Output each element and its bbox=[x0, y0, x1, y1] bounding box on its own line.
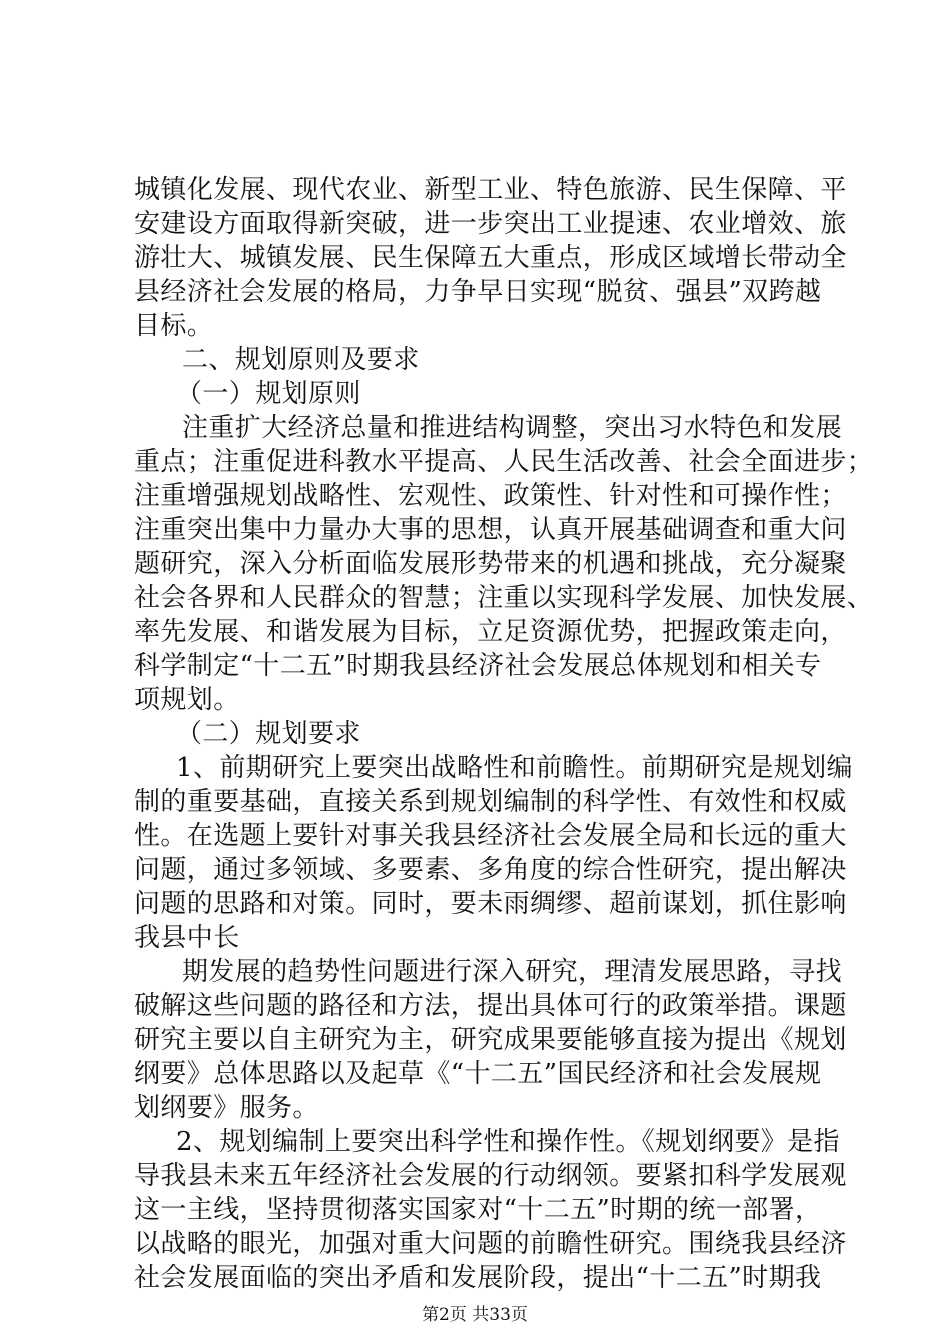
body-text-line: 重点；注重促进科教水平提高、人民生活改善、社会全面进步； bbox=[134, 447, 874, 477]
body-text-line: 注重突出集中力量办大事的思想，认真开展基础调查和重大问 bbox=[134, 515, 847, 545]
body-text-line: 研究主要以自主研究为主，研究成果要能够直接为提出《规划 bbox=[134, 1025, 847, 1055]
body-text-line: 游壮大、城镇发展、民生保障五大重点，形成区域增长带动全 bbox=[134, 243, 847, 273]
body-text-line: 1、前期研究上要突出战略性和前瞻性。前期研究是规划编 bbox=[176, 753, 853, 783]
body-text-line: 题研究，深入分析面临发展形势带来的机遇和挑战，充分凝聚 bbox=[134, 549, 847, 579]
body-text-line: 纲要》总体思路以及起草《“十二五”国民经济和社会发展规 bbox=[134, 1059, 822, 1089]
body-text-line: 问题的思路和对策。同时，要未雨绸缪、超前谋划，抓住影响 bbox=[134, 889, 847, 919]
body-text-line: 2、规划编制上要突出科学性和操作性。《规划纲要》是指 bbox=[176, 1127, 840, 1157]
body-text-line: 科学制定“十二五”时期我县经济社会发展总体规划和相关专 bbox=[134, 651, 822, 681]
body-text-line: 社会发展面临的突出矛盾和发展阶段，提出“十二五”时期我 bbox=[134, 1263, 822, 1293]
body-text-line: 破解这些问题的路径和方法，提出具体可行的政策举措。课题 bbox=[134, 991, 847, 1021]
body-text-line: 社会各界和人民群众的智慧；注重以实现科学发展、加快发展、 bbox=[134, 583, 874, 613]
body-text-line: 注重增强规划战略性、宏观性、政策性、针对性和可操作性； bbox=[134, 481, 847, 511]
body-text-line: 注重扩大经济总量和推进结构调整，突出习水特色和发展 bbox=[182, 413, 843, 443]
body-text-line: 划纲要》服务。 bbox=[134, 1093, 319, 1123]
body-text-line: 问题，通过多领域、多要素、多角度的综合性研究，提出解决 bbox=[134, 855, 847, 885]
body-text-line: 这一主线，坚持贯彻落实国家对“十二五”时期的统一部署， bbox=[134, 1195, 822, 1225]
body-text-line: 率先发展、和谐发展为目标，立足资源优势，把握政策走向， bbox=[134, 617, 847, 647]
body-text-line: 目标。 bbox=[134, 311, 214, 341]
body-text-line: 城镇化发展、现代农业、新型工业、特色旅游、民生保障、平 bbox=[134, 175, 847, 205]
body-text-line: 县经济社会发展的格局，力争早日实现“脱贫、强县”双跨越 bbox=[134, 277, 822, 307]
page-footer: 第2页 共33页 bbox=[422, 1305, 528, 1325]
body-text-line: 期发展的趋势性问题进行深入研究，理清发展思路，寻找 bbox=[182, 957, 843, 987]
body-text-line: 我县中长 bbox=[134, 923, 240, 953]
subsection-heading: （二）规划要求 bbox=[176, 719, 361, 749]
section-heading: 二、规划原则及要求 bbox=[182, 345, 420, 375]
body-text-line: 导我县未来五年经济社会发展的行动纲领。要紧扣科学发展观 bbox=[134, 1161, 847, 1191]
body-text-line: 项规划。 bbox=[134, 685, 240, 715]
body-text-line: 性。在选题上要针对事关我县经济社会发展全局和长远的重大 bbox=[134, 821, 847, 851]
body-text-line: 安建设方面取得新突破，进一步突出工业提速、农业增效、旅 bbox=[134, 209, 847, 239]
body-text-line: 以战略的眼光，加强对重大问题的前瞻性研究。围绕我县经济 bbox=[134, 1229, 847, 1259]
body-text-line: 制的重要基础，直接关系到规划编制的科学性、有效性和权威 bbox=[134, 787, 847, 817]
subsection-heading: （一）规划原则 bbox=[176, 379, 361, 409]
